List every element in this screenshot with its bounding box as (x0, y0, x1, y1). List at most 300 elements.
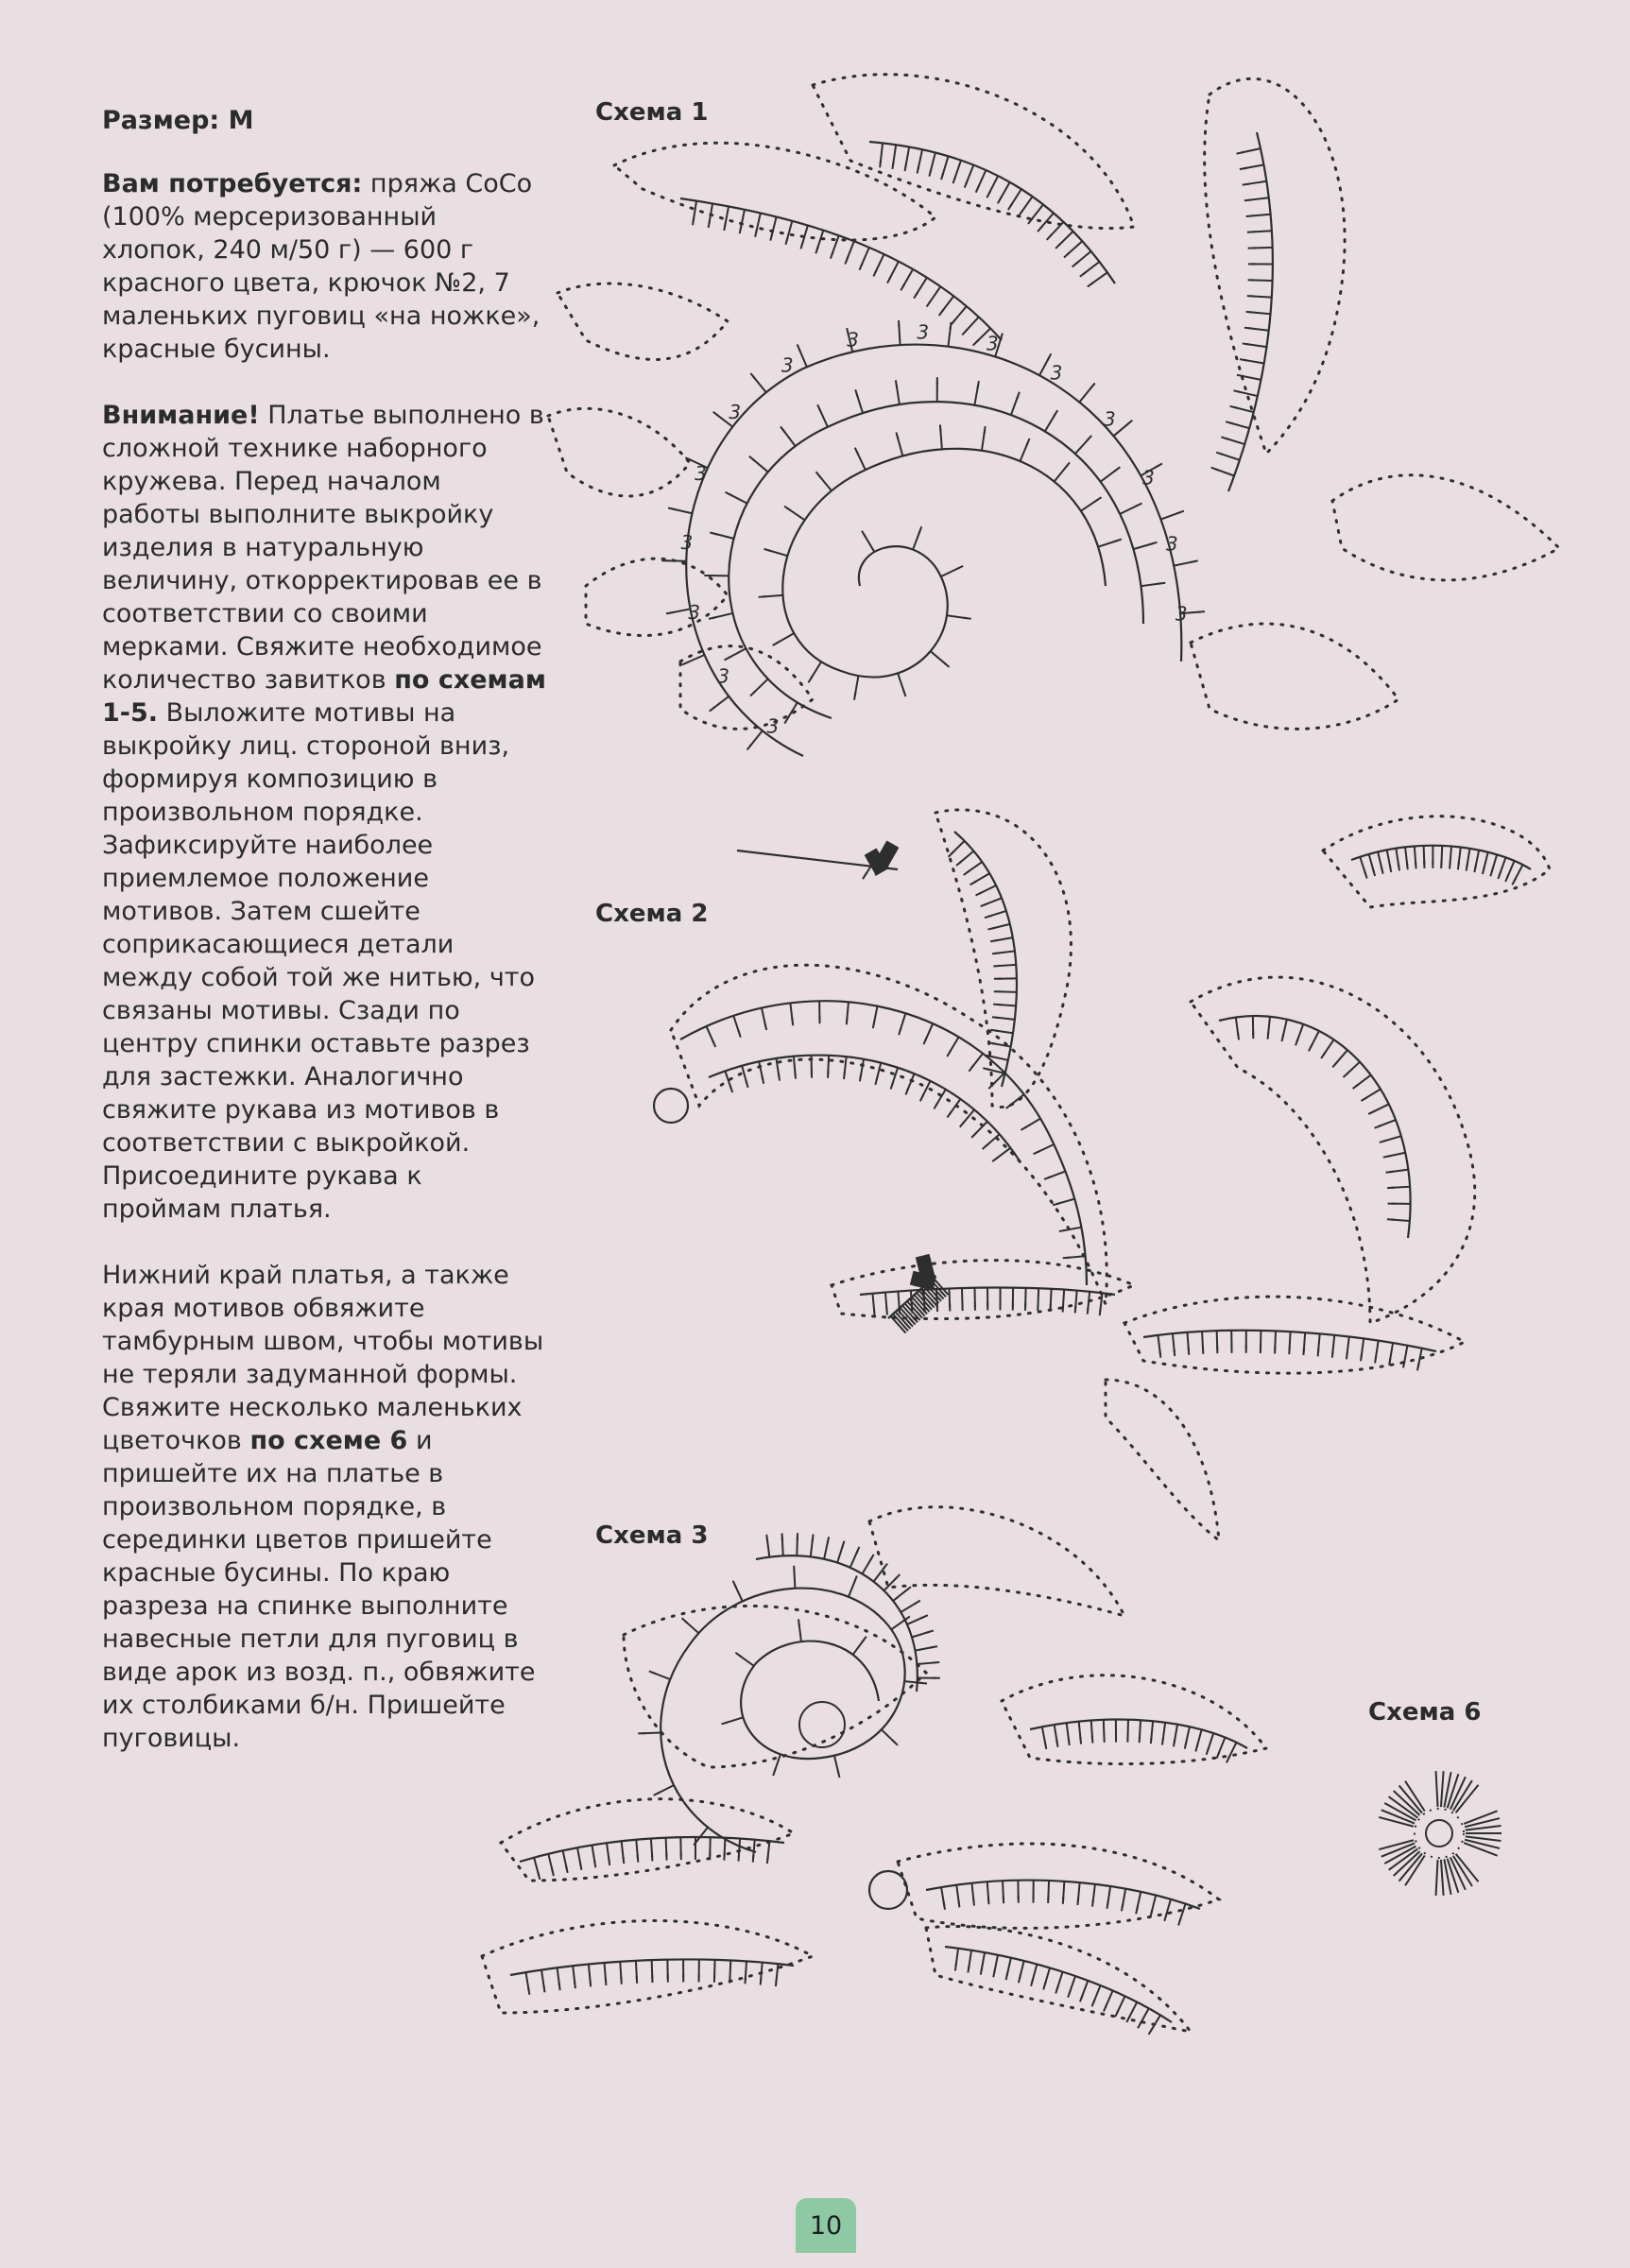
materials-paragraph (102, 167, 546, 366)
stitch-cap (755, 230, 757, 237)
stitch-cap (1034, 1151, 1040, 1154)
stitch-cap (766, 1535, 767, 1542)
scheme-6-label: Схема 6 (1368, 1698, 1482, 1727)
stitch-cap (1483, 867, 1484, 874)
stitch-cap (606, 1978, 607, 1985)
stitch-cap (764, 1022, 766, 1030)
stitch-cap (779, 1074, 780, 1081)
stitch-cap (992, 953, 1000, 954)
stitch-cap (1361, 1097, 1367, 1101)
stitch-cap (1043, 1983, 1045, 1990)
stitch-cap (1159, 1350, 1160, 1358)
stitch-cap (956, 861, 962, 866)
stitch-cap (943, 662, 949, 667)
size-value: М (228, 106, 254, 135)
stitch-cap (798, 344, 800, 351)
stitch-cap (855, 389, 857, 397)
stitch-cap (1353, 1084, 1359, 1089)
stitch-cap (958, 1899, 959, 1907)
repeat-mark: 3 (717, 664, 730, 688)
stitch-cap (1008, 203, 1012, 210)
repeat-mark: 3 (1050, 361, 1063, 385)
stitch-cap (590, 1979, 591, 1986)
stitch-cap (1174, 1739, 1175, 1746)
stitch-cap (874, 1309, 875, 1316)
stitch-cap (930, 1646, 937, 1647)
stitch-cap (896, 432, 898, 439)
stitch-cap (1230, 406, 1238, 408)
stitch-cap (973, 1899, 974, 1906)
stitch-cap (842, 1541, 844, 1549)
stitch-cap (1115, 2010, 1118, 2017)
stitch-cap (725, 492, 731, 496)
stitch-cap (1474, 865, 1476, 872)
stitch-cap (1227, 1756, 1230, 1762)
petal-stitch (1441, 1860, 1444, 1896)
stitch-cap (1398, 863, 1399, 870)
stitch-cap (993, 1969, 995, 1977)
petal-stitch (1441, 1771, 1444, 1807)
stitch-cap (1282, 1034, 1284, 1041)
stitch-cap (892, 1740, 898, 1745)
repeat-mark: 3 (986, 332, 999, 355)
stitch-cap (1243, 343, 1250, 344)
stitch-cap (978, 381, 979, 388)
stitch-cap (1243, 183, 1250, 184)
stitch-cap (1373, 868, 1375, 876)
stitch-cap (1368, 1110, 1375, 1114)
stitch-cap (970, 881, 977, 885)
stitch-cap (921, 1615, 928, 1618)
stitch-cap (1048, 353, 1052, 360)
stitch-cap (831, 251, 833, 259)
stitch-cap (800, 242, 802, 249)
stitch-cap (1189, 1348, 1190, 1355)
stitch-cap (767, 1856, 768, 1864)
edging-bold-1: по схеме 6 (249, 1426, 408, 1455)
stitch-cap (1100, 1308, 1101, 1315)
attention-text-1: Платье выполнено в сложной технике наборного кружева. Перед началом работы выполните выкройку изделия в натуральную величину, откорректировав ее в соответствии со своими мерками. Свяжите необходимое количество завитков (102, 401, 544, 695)
stitch-cap (747, 744, 752, 749)
stitch-cap (1019, 1976, 1021, 1984)
stitch-cap (983, 1068, 990, 1070)
repeat-mark: 3 (1175, 602, 1188, 626)
stitch-cap (845, 257, 848, 264)
stitch-cap (899, 1028, 901, 1036)
stitch-cap (880, 160, 881, 167)
stitch-cap (682, 1618, 688, 1623)
stitch-cap (895, 1574, 901, 1580)
stitch-cap (1221, 437, 1228, 438)
edging-text-1: Нижний край платья, а также края мотивов обвяжите тамбурным швом, чтобы мотивы не теряли задуманной формы. Свяжите несколько маленьких цветочков (102, 1261, 544, 1455)
stitch-cap (1092, 1736, 1093, 1744)
stitch-cap (1150, 542, 1158, 544)
stitch-cap (1088, 1307, 1089, 1314)
stitch-cap (1318, 1349, 1319, 1356)
stitch-cap (981, 903, 987, 906)
petal-stitch (1464, 1843, 1497, 1856)
stitch-cap (914, 1601, 920, 1605)
repeat-mark: 3 (1103, 407, 1116, 431)
stitch-cap (862, 531, 866, 538)
stitch-cap (750, 691, 756, 696)
stitch-cap (709, 220, 710, 228)
stitch-cap (722, 1722, 729, 1724)
stitch-cap (773, 1769, 776, 1777)
stitch-cap (566, 1865, 568, 1873)
scheme-6-diagram (1349, 1753, 1538, 1942)
attention-text-2: Выложите мотивы на выкройку лиц. стороной вниз, формируя композицию в произвольном порядке. Зафиксируйте наиболее приемлемое положение мотивов. Затем сшейте соприкасающиеся детали между собой той же нитью, что связаны мотивы. Сзади по центру спинки оставьте разрез для застежки. Аналогично свяжите рукава из мотивов в соответствии с выкройкой. Присоедините рукава к проймам платья. (102, 698, 536, 1224)
stitch-cap (1080, 272, 1086, 277)
stitch-cap (1176, 511, 1184, 514)
stitch-cap (649, 1671, 656, 1674)
stitch-cap (1114, 540, 1122, 541)
stitch-cap (1077, 1898, 1078, 1905)
stitch-cap (740, 226, 742, 233)
stitch-cap (918, 166, 919, 174)
stitch-cap (964, 618, 971, 619)
stitch-cap (1092, 2000, 1095, 2006)
stitch-cap (847, 1017, 848, 1024)
stitch-cap (1138, 2021, 1141, 2028)
stitch-cap (1191, 560, 1198, 562)
scheme-2-label: Схема 2 (595, 900, 709, 928)
stitch-cap (870, 1555, 874, 1561)
stitch-cap (856, 1547, 859, 1554)
materials-text: пряжа СоСо (100% мерсеризованный хлопок, 240 м/50 г) — 600 г красного цвета, крючок №2, 7 маленьких пуговиц «на ножке», красные бусины. (102, 169, 540, 364)
stitch-cap (1072, 262, 1078, 266)
size-label: Размер: (102, 106, 220, 135)
stitch-cap (1017, 392, 1020, 400)
stitch-cap (951, 319, 955, 325)
stitch-cap (854, 693, 855, 700)
stitch-cap (712, 1040, 715, 1047)
stitch-cap (1080, 1995, 1083, 2002)
stitch-cap (738, 1030, 741, 1038)
stitch-cap (1237, 152, 1244, 154)
stitch-cap (896, 380, 897, 387)
stitch-cap (914, 292, 918, 299)
stitch-cap (855, 448, 858, 455)
stitch-cap (1107, 1901, 1108, 1909)
stitch-cap (1390, 865, 1392, 872)
stitch-cap (1295, 1039, 1298, 1046)
stitch-cap (1044, 1177, 1051, 1179)
stitch-cap (1045, 1742, 1046, 1749)
stitch-cap (730, 1085, 733, 1092)
stitch-cap (892, 162, 893, 169)
stitch-cap (623, 1856, 624, 1864)
stitch-cap (792, 1018, 793, 1025)
stitch-cap (1150, 1910, 1152, 1917)
stitch-cap (929, 169, 931, 177)
stitch-cap (956, 566, 963, 569)
stitch-cap (1069, 1738, 1070, 1745)
stitch-cap (932, 1662, 939, 1663)
stitch-cap (990, 940, 998, 941)
size-line (102, 104, 546, 137)
stitch-cap (983, 1144, 988, 1149)
stitch-cap (1505, 875, 1508, 882)
stitch-cap (873, 1021, 875, 1028)
stitch-cap (1490, 869, 1492, 877)
repeat-mark: 3 (766, 714, 780, 738)
stitch-cap (1158, 583, 1165, 584)
stitch-cap (693, 217, 694, 225)
stitch-cap (1303, 1348, 1304, 1355)
stitch-cap (1021, 1126, 1027, 1130)
stitch-cap (955, 1964, 956, 1971)
stitch-cap (949, 851, 954, 857)
stitch-cap (1164, 1914, 1166, 1921)
stitch-cap (905, 163, 906, 171)
stitch-cap (1216, 453, 1224, 455)
stitch-cap (543, 1984, 544, 1992)
stitch-cap (1240, 359, 1247, 360)
stitch-cap (621, 1977, 622, 1984)
stitch-cap (798, 1619, 799, 1626)
stitch-cap (1162, 1738, 1163, 1745)
stitch-cap (981, 1967, 982, 1975)
stitch-cap (1087, 436, 1091, 441)
stitch-cap (1417, 1363, 1419, 1370)
stitch-cap (817, 404, 820, 411)
stitch-cap (1332, 1061, 1337, 1067)
stitch-cap (528, 1987, 529, 1995)
stitch-cap (1090, 383, 1095, 388)
stitch-cap (808, 677, 812, 683)
stitch-cap (1104, 2004, 1107, 2011)
stitch-cap (960, 1122, 965, 1127)
stitch-cap (1375, 1125, 1381, 1128)
stitch-cap (827, 1537, 829, 1544)
stitch-cap (920, 1094, 924, 1101)
stitch-cap (944, 1902, 945, 1910)
stitch-cap (1151, 1736, 1152, 1744)
stitch-cap (1217, 1751, 1220, 1758)
stitch-cap (965, 180, 968, 187)
stitch-cap (985, 916, 992, 918)
stitch-cap (973, 340, 979, 346)
stitch-cap (934, 1102, 937, 1108)
stitch-cap (1054, 410, 1057, 417)
stitch-cap (1047, 234, 1052, 240)
petal-stitch (1436, 1860, 1438, 1896)
stitch-cap (1038, 226, 1042, 232)
repeat-mark: 3 (917, 320, 930, 344)
materials-label: Вам потребуется: (102, 169, 363, 198)
stitch-cap (749, 456, 755, 461)
stitch-cap (962, 330, 967, 335)
stitch-cap (854, 1576, 857, 1583)
stitch-cap (964, 870, 970, 875)
stitch-cap (1389, 1358, 1390, 1366)
stitch-cap (1055, 243, 1061, 249)
stitch-cap (953, 177, 956, 184)
repeat-mark: 3 (781, 353, 794, 377)
stitch-cap (969, 1065, 973, 1071)
attention-label: Внимание! (102, 401, 260, 430)
stitch-cap (1095, 497, 1102, 501)
stitch-cap (1380, 1141, 1387, 1143)
stitch-cap (682, 662, 689, 664)
stitch-cap (940, 424, 941, 432)
stitch-cap (1361, 1353, 1362, 1361)
stitch-cap (1056, 1740, 1057, 1747)
stitch-cap (863, 872, 866, 879)
stitch-cap (763, 1076, 764, 1084)
stitch-cap (552, 1868, 554, 1876)
stitch-cap (1026, 438, 1029, 445)
stitch-cap (844, 1072, 845, 1079)
stitch-cap (770, 233, 772, 241)
stitch-cap (746, 1080, 747, 1088)
stitch-cap (1375, 1356, 1376, 1364)
stitch-cap (988, 1897, 989, 1904)
stitch-cap (710, 533, 717, 535)
stitch-cap (1063, 1305, 1064, 1313)
stitch-cap (638, 1855, 639, 1863)
stitch-cap (1386, 1172, 1394, 1173)
stitch-cap (971, 1132, 977, 1138)
stitch-cap (1149, 2028, 1153, 2035)
stitch-cap (993, 966, 1001, 967)
stitch-cap (927, 301, 932, 307)
stitch-cap (886, 1307, 887, 1314)
stitch-cap (1387, 1219, 1395, 1220)
stitch-cap (1332, 1350, 1333, 1358)
stitch-cap (939, 310, 944, 316)
stitch-cap (947, 1111, 952, 1118)
stitch-cap (1458, 862, 1459, 869)
stitch-cap (976, 185, 979, 192)
stitch-cap (795, 1072, 796, 1079)
stitch-cap (761, 1978, 762, 1985)
attention-bold-1: по схемам 1-5. (102, 665, 546, 728)
repeat-mark: 3 (729, 400, 742, 423)
stitch-cap (764, 549, 771, 551)
stitch-cap (1383, 1156, 1391, 1158)
stitch-cap (1065, 462, 1070, 468)
stitch-cap (1381, 867, 1383, 874)
stitch-cap (860, 1074, 861, 1082)
stitch-cap (992, 1017, 1000, 1018)
edging-text-2: и пришейте их на платье в произвольном порядке, в серединки цветов пришейте красные бусины. По краю разреза на спинке выполните навесные петли для пуговиц в виде арок из возд. п., обвяжите их столбиками б/н. Пришейте пуговицы. (102, 1426, 536, 1753)
stitch-cap (725, 657, 731, 661)
repeat-mark: 3 (847, 328, 859, 352)
stitch-cap (947, 1050, 951, 1057)
stitch-cap (1126, 421, 1132, 425)
stitch-cap (990, 1030, 998, 1031)
stitch-cap (1226, 421, 1233, 423)
scheme-3-diagram (472, 1484, 1285, 2088)
stitch-cap (1122, 1903, 1123, 1911)
stitch-cap (1088, 283, 1094, 287)
scheme-1-diagram (529, 57, 1578, 775)
stitch-cap (580, 1863, 581, 1870)
scheme-3-label: Схема 3 (595, 1521, 709, 1550)
stitch-cap (559, 1983, 560, 1990)
stitch-cap (666, 612, 674, 614)
stitch-cap (901, 284, 904, 290)
stitch-cap (759, 596, 766, 597)
stitch-cap (1237, 375, 1244, 377)
stitch-cap (813, 1535, 814, 1542)
stitch-cap (654, 1792, 661, 1796)
stitch-cap (1031, 1979, 1033, 1986)
stitch-cap (860, 263, 863, 269)
stitch-cap (1136, 1907, 1138, 1915)
stitch-cap (985, 426, 986, 434)
stitch-cap (968, 1966, 969, 1973)
stitch-cap (1135, 503, 1141, 507)
stitch-cap (1075, 1306, 1076, 1314)
stitch-cap (1068, 1990, 1071, 1998)
repeat-mark: 3 (695, 461, 707, 485)
stitch-cap (1063, 1897, 1064, 1904)
stitch-cap (1063, 1258, 1071, 1259)
scheme-1-label: Схема 1 (595, 98, 709, 127)
stitch-cap (773, 642, 780, 645)
stitch-cap (887, 277, 891, 284)
stitch-cap (1174, 1349, 1175, 1356)
stitch-cap (710, 707, 715, 712)
stitch-cap (988, 1042, 996, 1043)
stitch-cap (1246, 312, 1254, 313)
stitch-cap (998, 197, 1002, 203)
stitch-cap (745, 1976, 746, 1984)
stitch-cap (1156, 464, 1162, 468)
stitch-cap (735, 1653, 741, 1658)
stitch-cap (1197, 611, 1205, 612)
stitch-cap (1244, 328, 1252, 329)
petal-stitch (1436, 1771, 1438, 1807)
stitch-cap (918, 526, 921, 533)
stitch-cap (1053, 1203, 1060, 1205)
stitch-cap (733, 1581, 736, 1588)
repeat-mark: 3 (688, 600, 701, 624)
stitch-cap (1080, 1737, 1081, 1744)
stitch-cap (903, 689, 906, 696)
stitch-cap (919, 1683, 927, 1684)
stitch-cap (784, 507, 791, 510)
repeat-mark: 3 (680, 530, 694, 554)
stitch-cap (862, 1637, 866, 1642)
stitch-cap (713, 412, 719, 417)
stitch-cap (923, 1038, 926, 1044)
stitch-cap (1233, 390, 1241, 392)
stitch-cap (1240, 168, 1247, 169)
stitch-cap (1364, 871, 1366, 879)
stitch-cap (1343, 1073, 1348, 1077)
stitch-cap (1407, 862, 1408, 869)
stitch-cap (739, 1854, 740, 1862)
stitch-cap (951, 322, 952, 330)
stitch-cap (753, 1855, 754, 1863)
stitch-cap (668, 508, 676, 510)
stitch-cap (1178, 1918, 1181, 1926)
stitch-cap (1207, 1747, 1210, 1755)
stitch-cap (724, 223, 725, 231)
stitch-cap (1185, 1742, 1187, 1749)
stitch-cap (1195, 1744, 1197, 1752)
stitch-cap (1321, 1052, 1325, 1058)
stitch-cap (992, 1157, 998, 1161)
repeat-mark: 3 (1142, 466, 1155, 490)
attention-paragraph (102, 399, 546, 1226)
stitch-cap (1064, 252, 1070, 257)
stitch-cap (1059, 1230, 1067, 1231)
